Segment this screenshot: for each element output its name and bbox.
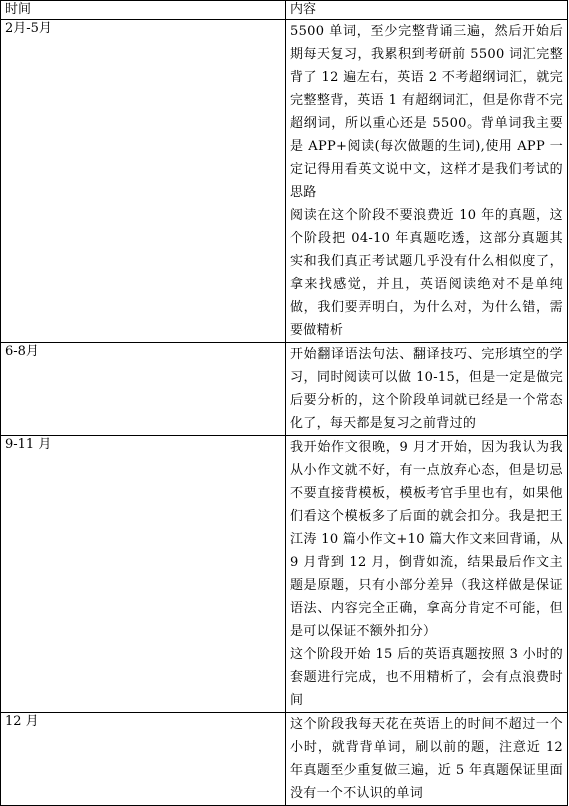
period-cell: 9-11 月 [1, 436, 286, 713]
table-header-row [1, 1, 568, 20]
table-row [1, 20, 568, 343]
header-content: 内容 [286, 1, 568, 20]
period-cell: 2月-5月 [1, 20, 286, 343]
content-paragraph: 这个阶段开始 15 后的英语真题按照 3 小时的套题进行完成，也不用精析了，会有点浪费时间 [290, 647, 563, 708]
content-paragraph: 5500 单词，至少完整背诵三遍，然后开始后期每天复习，我累积到考研前 5500 词汇完整背了 12 遍左右，英语 2 不考超纲词汇，就完完整整背，英语 1 有超纲词汇，但是你背不完超纲词，所以重心还是 5500。背单词我主要是 APP+阅读(每次做题的生词),使用 APP 一定记得用看英文说中文，这样才是我们考试的思路 [290, 24, 563, 200]
period-cell: 12 月 [1, 713, 286, 806]
content-cell [286, 20, 568, 343]
content-paragraph: 开始翻译语法句法、翻译技巧、完形填空的学习，同时阅读可以做 10-15，但是一定是做完后要分析的，这个阶段单词就已经是一个常态化了，每天都是复习之前背过的 [290, 347, 563, 431]
table-row [1, 713, 568, 806]
header-time: 时间 [1, 1, 286, 20]
period-cell: 6-8月 [1, 343, 286, 436]
content-paragraph: 这个阶段我每天花在英语上的时间不超过一个小时，就背背单词，刷以前的题，注意近 12 年真题至少重复做三遍，近 5 年真题保证里面没有一个不认识的单词 [290, 717, 563, 801]
content-cell [286, 343, 568, 436]
table-row [1, 436, 568, 713]
content-paragraph: 阅读在这个阶段不要浪费近 10 年的真题，这个阶段把 04-10 年真题吃透，这部分真题其实和我们真正考试题几乎没有什么相似度了，拿来找感觉，并且，英语阅读绝对不是单纯做，我们要弄明白，为什么对，为什么错，需要做精析 [290, 208, 563, 338]
content-paragraph: 我开始作文很晚，9 月才开始，因为我认为我从小作文就不好，有一点放弃心态，但是切忌不要直接背模板，模板考官手里也有，如果他们看这个模板多了后面的就会扣分。我是把王江涛 10 篇小作文+10 篇大作文来回背诵，从 9 月背到 12 月，倒背如流，结果最后作文主题是原题，只有小部分差异（我这样做是保证语法、内容完全正确，拿高分肯定不可能，但是可以保证不额外扣分） [290, 440, 563, 639]
table-row [1, 343, 568, 436]
content-cell [286, 436, 568, 713]
content-cell [286, 713, 568, 806]
